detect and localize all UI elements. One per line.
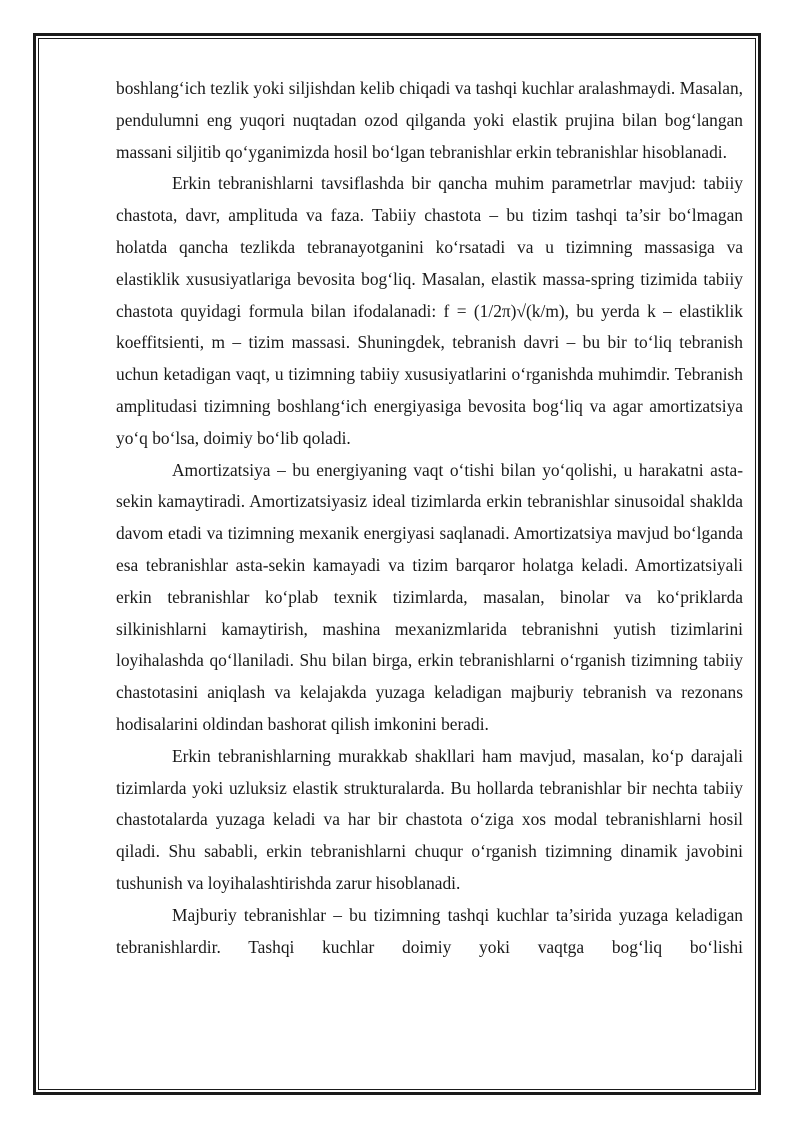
document-body — [116, 73, 743, 963]
paragraph-damping: Amortizatsiya – bu energiyaning vaqt o‘tishi bilan yo‘qolishi, u harakatni asta-sekin kamaytiradi. Amortizatsiyasiz ideal tizimlarda erkin tebranishlar sinusoidal shaklda davom etadi va tizimning mexanik energiyasi saqlanadi. Amortizatsiya mavjud bo‘lganda esa tebranishlar asta-sekin kamayadi va tizim barqaror holatga keladi. Amortizatsiyali erkin tebranishlar ko‘plab texnik tizimlarda, masalan, binolar va ko‘priklarda silkinishlarni kamaytirish, mashina mexanizmlarida tebranishni yutish tizimlarini loyihalashda qo‘llaniladi. Shu bilan birga, erkin tebranishlarni o‘rganish tizimning tabiiy chastotasini aniqlash va kelajakda yuzaga keladigan majburiy tebranish va rezonans hodisalarini oldindan bashorat qilish imkonini beradi. — [116, 459, 743, 734]
paragraph-complex-forms: Erkin tebranishlarning murakkab shakllari ham mavjud, masalan, ko‘p darajali tizimlarda yoki uzluksiz elastik strukturalarda. Bu hollarda tebranishlar bir nechta tabiiy chastotalarda yuzaga keladi va har bir chastota o‘ziga xos modal tebranishlarni hosil qiladi. Shu sababli, erkin tebranishlarni chuqur o‘rganish tizimning dinamik javobini tushunish va loyihalashtirishda zarur hisoblanadi. — [116, 745, 743, 893]
paragraph-forced-oscillations: Majburiy tebranishlar – bu tizimning tashqi kuchlar ta’sirida yuzaga keladigan tebranishlardir. Tashqi kuchlar doimiy yoki vaqtga bog‘liq bo‘lishi — [116, 904, 743, 957]
paragraph-parameters: Erkin tebranishlarni tavsiflashda bir qancha muhim parametrlar mavjud: tabiiy chastota, davr, amplituda va faza. Tabiiy chastota – bu tizim tashqi ta’sir bo‘lmagan holatda qancha tezlikda tebranayotganini ko‘rsatadi va u tizimning massasiga va elastiklik xususiyatlariga bevosita bog‘liq. Masalan, elastik massa-spring tizimida tabiiy chastota quyidagi formula bilan ifodalanadi: f = (1/2π)√(k/m), bu yerda k – elastiklik koeffitsienti, m – tizim massasi. Shuningdek, tebranish davri – bu bir to‘liq tebranish uchun ketadigan vaqt, u tizimning tabiiy xususiyatlarini o‘rganishda muhimdir. Tebranish amplitudasi tizimning boshlang‘ich energiyasiga bevosita bog‘liq va agar amortizatsiya yo‘q bo‘lsa, doimiy bo‘lib qoladi. — [116, 173, 743, 448]
paragraph-continuation: boshlang‘ich tezlik yoki siljishdan kelib chiqadi va tashqi kuchlar aralashmaydi. Masalan, pendulumni eng yuqori nuqtadan ozod qilganda yoki elastik prujina bilan bog‘langan massani siljitib qo‘yganimizda hosil bo‘lgan tebranishlar erkin tebranishlar hisoblanadi. — [116, 78, 743, 162]
